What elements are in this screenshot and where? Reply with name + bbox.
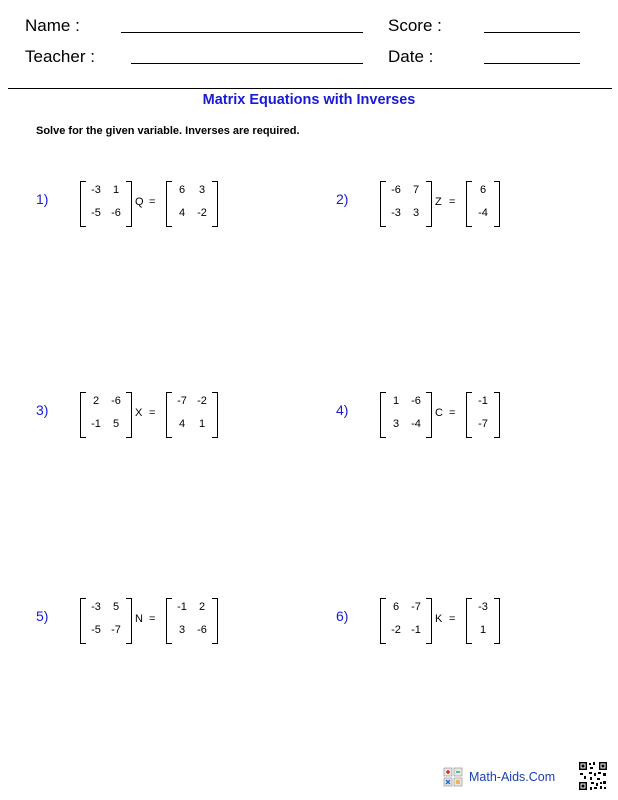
problem-number: 1) [36,191,49,207]
matrix-entry: -6 [111,395,121,407]
date-label: Date : [388,47,434,66]
coefficient-matrix [80,392,132,438]
name-label: Name : [25,16,80,35]
matrix-entry: 1 [198,418,206,430]
right-bracket [494,392,500,438]
qr-code-icon [578,761,608,791]
variable-label: C [435,407,443,419]
score-line[interactable] [484,32,580,33]
variable-label: K [435,613,443,625]
equals-sign: = [149,196,156,208]
matrix-entry: 3 [392,418,400,430]
header-divider [8,88,612,89]
page-title: Matrix Equations with Inverses [202,92,416,108]
matrix-entry: 3 [178,624,186,636]
constant-matrix [466,392,500,438]
matrix-entry: 6 [479,184,487,196]
matrix-entry: -7 [177,395,187,407]
equals-sign: = [149,613,156,625]
matrix-entry: -3 [91,601,101,613]
problem-number: 6) [336,608,349,624]
score-label: Score : [388,16,442,35]
coefficient-matrix [80,181,132,227]
problem-number: 5) [36,608,49,624]
matrix-entry: -3 [391,207,401,219]
right-bracket [426,598,432,644]
right-bracket [212,181,218,227]
matrix-entry: -4 [411,418,421,430]
matrix-entry: -1 [411,624,421,636]
matrix-entry: -1 [91,418,101,430]
matrix-entry: 5 [112,418,120,430]
matrix-entry: -7 [111,624,121,636]
matrix-entry: -3 [478,601,488,613]
teacher-label: Teacher : [25,47,95,66]
matrix-entry: -6 [111,207,121,219]
constant-matrix [466,181,500,227]
left-bracket [466,598,472,644]
matrix-entry: -6 [411,395,421,407]
coefficient-matrix [380,392,432,438]
constant-matrix [466,598,500,644]
matrix-entry: 7 [412,184,420,196]
right-bracket [126,598,132,644]
matrix-entry: -7 [411,601,421,613]
matrix-entry: 2 [198,601,206,613]
matrix-entry: -5 [91,624,101,636]
equals-sign: = [149,407,156,419]
matrix-entry: 1 [112,184,120,196]
matrix-entry: 1 [479,624,487,636]
left-bracket [466,181,472,227]
matrix-entry: -5 [91,207,101,219]
teacher-line[interactable] [131,63,363,64]
coefficient-matrix [380,181,432,227]
left-bracket [466,392,472,438]
matrix-entry: 6 [178,184,186,196]
right-bracket [212,392,218,438]
matrix-entry: -2 [197,207,207,219]
matrix-entry: -7 [478,418,488,430]
constant-matrix [166,392,218,438]
matrix-entry: -2 [391,624,401,636]
matrix-entry: 3 [412,207,420,219]
coefficient-matrix [80,598,132,644]
matrix-entry: -2 [197,395,207,407]
coefficient-matrix [380,598,432,644]
right-bracket [126,181,132,227]
equals-sign: = [449,613,456,625]
brand-link[interactable]: Math-Aids.Com [469,770,556,784]
matrix-entry: -1 [177,601,187,613]
date-line[interactable] [484,63,580,64]
matrix-entry: 4 [178,418,186,430]
matrix-entry: -1 [478,395,488,407]
matrix-entry: 2 [92,395,100,407]
matrix-entry: 4 [178,207,186,219]
constant-matrix [166,598,218,644]
instructions: Solve for the given variable. Inverses are required. [36,125,300,137]
right-bracket [126,392,132,438]
constant-matrix [166,181,218,227]
right-bracket [212,598,218,644]
matrix-entry: -6 [391,184,401,196]
problem-number: 4) [336,402,349,418]
variable-label: Q [135,196,144,208]
matrix-entry: -3 [91,184,101,196]
name-line[interactable] [121,32,363,33]
calculator-icon [443,767,463,792]
right-bracket [494,598,500,644]
equals-sign: = [449,407,456,419]
matrix-entry: -4 [478,207,488,219]
matrix-entry: -6 [197,624,207,636]
matrix-entry: 6 [392,601,400,613]
right-bracket [426,181,432,227]
equals-sign: = [449,196,456,208]
right-bracket [494,181,500,227]
right-bracket [426,392,432,438]
variable-label: X [135,407,143,419]
variable-label: N [135,613,143,625]
problem-number: 3) [36,402,49,418]
problem-number: 2) [336,191,349,207]
variable-label: Z [435,196,442,208]
matrix-entry: 3 [198,184,206,196]
matrix-entry: 1 [392,395,400,407]
matrix-entry: 5 [112,601,120,613]
